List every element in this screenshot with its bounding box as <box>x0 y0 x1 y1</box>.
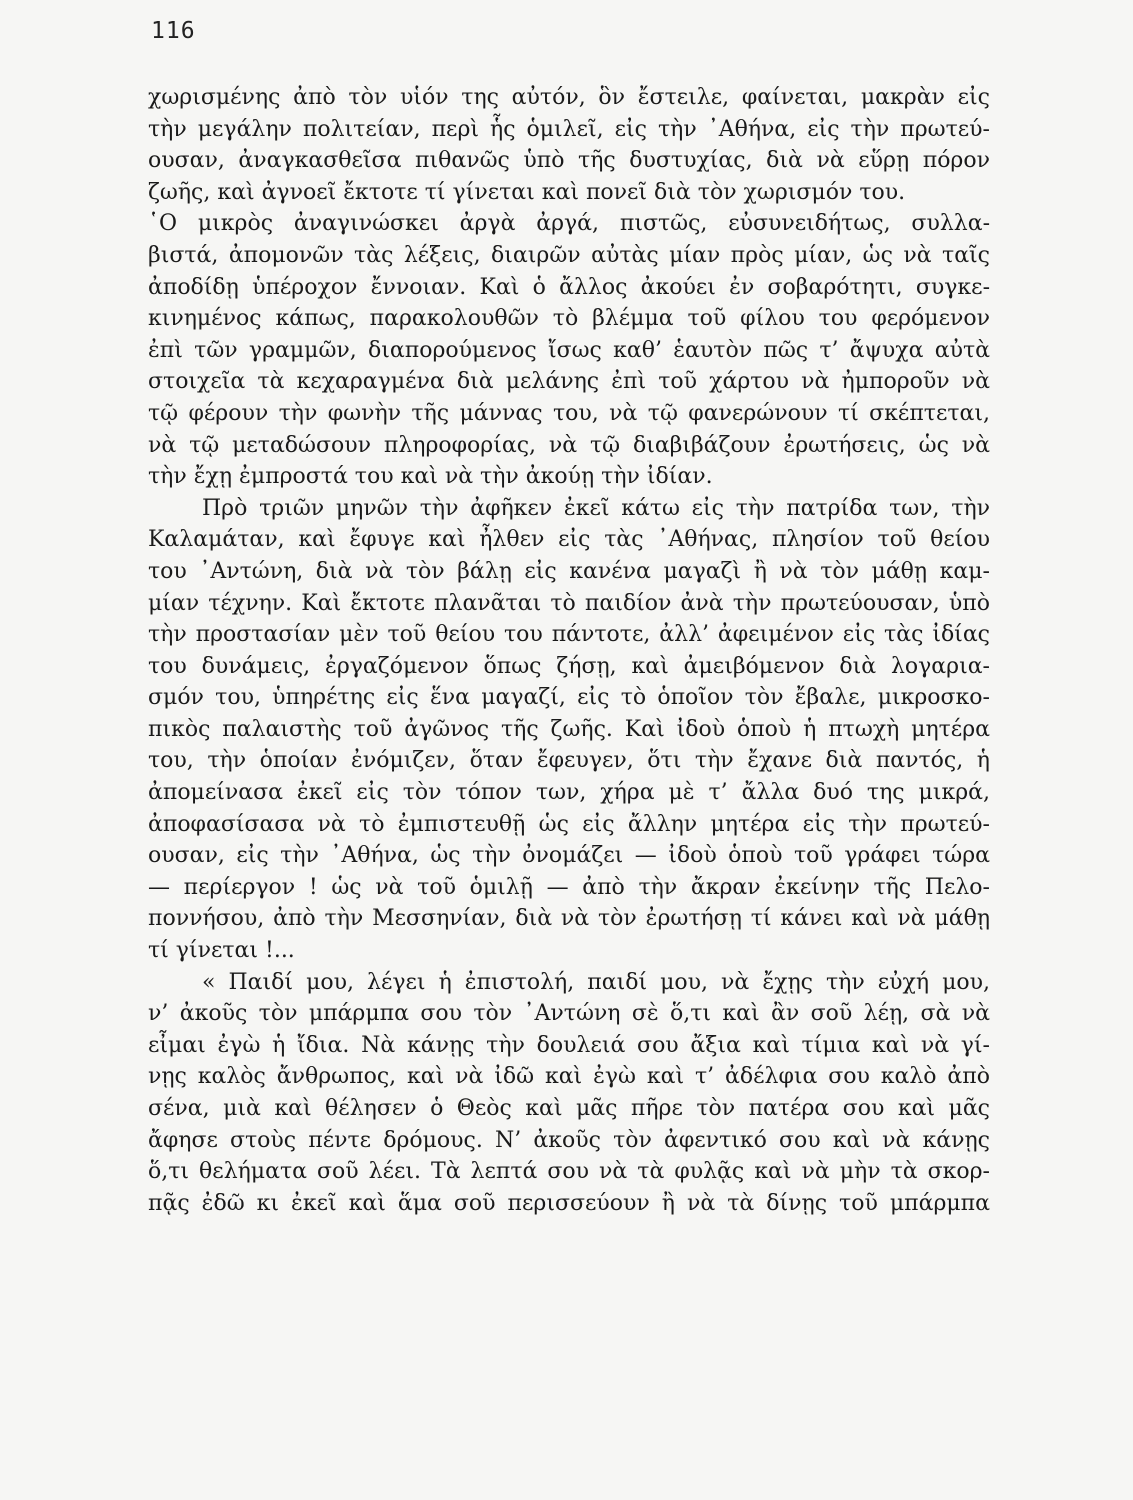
page-text-body <box>148 82 990 1219</box>
text-line: μίαν τέχνην. Καὶ ἔκτοτε πλανᾶται τὸ παιδίον ἀνὰ τὴν πρωτεύουσαν, ὑπὸ <box>148 590 990 616</box>
text-line: ουσαν, ἀναγκασθεῖσα πιθανῶς ὑπὸ τῆς δυστυχίας, διὰ νὰ εὕρῃ πόρον <box>148 148 990 174</box>
text-line: τῷ φέρουν τὴν φωνὴν τῆς μάννας του, νὰ τῷ φανερώνουν τί σκέπτεται, <box>148 400 990 426</box>
text-line: Πρὸ τριῶν μηνῶν τὴν ἀφῆκεν ἐκεῖ κάτω εἰς τὴν πατρίδα των, τὴν <box>202 495 990 521</box>
text-line: στοιχεῖα τὰ κεχαραγμένα διὰ μελάνης ἐπὶ τοῦ χάρτου νὰ ἠμποροῦν νὰ <box>148 369 990 395</box>
text-line: ἄφησε στοὺς πέντε δρόμους. Ν’ ἀκοῦς τὸν ἀφεντικό σου καὶ νὰ κάνῃς <box>148 1127 990 1153</box>
text-line: κινημένος κάπως, παρακολουθῶν τὸ βλέμμα τοῦ φίλου του φερόμενον <box>148 306 990 332</box>
text-line: χωρισμένης ἀπὸ τὸν υἱόν της αὐτόν, ὃν ἔστειλε, φαίνεται, μακρὰν εἰς <box>148 85 990 110</box>
text-line: του, τὴν ὁποίαν ἐνόμιζεν, ὅταν ἔφευγεν, ὅτι τὴν ἔχανε διὰ παντός, ἡ <box>148 748 990 774</box>
text-line: ζωῆς, καὶ ἀγνοεῖ ἔκτοτε τί γίνεται καὶ πονεῖ διὰ τὸν χωρισμόν του. <box>148 179 906 205</box>
text-line: ποννήσου, ἀπὸ τὴν Μεσσηνίαν, διὰ νὰ τὸν ἐρωτήσῃ τί κάνει καὶ νὰ μάθῃ <box>148 906 990 932</box>
page-number: 116 <box>151 18 196 44</box>
text-line: — περίεργον ! ὡς νὰ τοῦ ὁμιλῇ — ἀπὸ τὴν ἄκραν ἐκείνην τῆς Πελο- <box>148 874 990 900</box>
text-line: σμόν του, ὑπηρέτης εἰς ἕνα μαγαζί, εἰς τὸ ὁποῖον τὸν ἔβαλε, μικροσκο- <box>148 685 990 711</box>
text-line: ουσαν, εἰς τὴν ᾿Αθήνα, ὡς τὴν ὀνομάζει — ἰδοὺ ὁποὺ τοῦ γράφει τώρα <box>148 843 990 869</box>
text-line: πᾷς ἐδῶ κι ἐκεῖ καὶ ἅμα σοῦ περισσεύουν ἢ νὰ τὰ δίνῃς τοῦ μπάρμπα <box>148 1190 990 1216</box>
text-line: ὅ,τι θελήματα σοῦ λέει. Τὰ λεπτά σου νὰ τὰ φυλᾷς καὶ νὰ μὴν τὰ σκορ- <box>148 1159 990 1185</box>
text-line: νὰ τῷ μεταδώσουν πληροφορίας, νὰ τῷ διαβιβάζουν ἐρωτήσεις, ὡς νὰ <box>148 432 990 458</box>
text-line: του δυνάμεις, ἐργαζόμενον ὅπως ζήσῃ, καὶ ἀμειβόμενον διὰ λογαρια- <box>148 653 990 679</box>
text-line: τί γίνεται !... <box>148 938 295 964</box>
text-line: ῾Ο μικρὸς ἀναγινώσκει ἀργὰ ἀργά, πιστῶς, εὐσυνειδήτως, συλλα- <box>148 211 990 237</box>
text-line: ἀποφασίσασα νὰ τὸ ἐμπιστευθῇ ὡς εἰς ἄλλην μητέρα εἰς τὴν πρωτεύ- <box>148 811 990 837</box>
text-line: ἀποδίδῃ ὑπέροχον ἔννοιαν. Καὶ ὁ ἄλλος ἀκούει ἐν σοβαρότητι, συγκε- <box>148 274 990 300</box>
text-line: τὴν ἔχῃ ἐμπροστά του καὶ νὰ τὴν ἀκούῃ τὴν ἰδίαν. <box>148 464 713 490</box>
text-line: « Παιδί μου, λέγει ἡ ἐπιστολή, παιδί μου, νὰ ἔχῃς τὴν εὐχή μου, <box>202 969 990 995</box>
text-line: σένα, μιὰ καὶ θέλησεν ὁ Θεὸς καὶ μᾶς πῆρε τὸν πατέρα σου καὶ μᾶς <box>148 1096 990 1121</box>
text-line: νῃς καλὸς ἄνθρωπος, καὶ νὰ ἰδῶ καὶ ἐγὼ καὶ τ’ ἀδέλφια σου καλὸ ἀπὸ <box>148 1064 990 1090</box>
text-line: Καλαμάταν, καὶ ἔφυγε καὶ ἦλθεν εἰς τὰς ᾿Αθήνας, πλησίον τοῦ θείου <box>148 527 990 553</box>
text-line: ν’ ἀκοῦς τὸν μπάρμπα σου τὸν ᾿Αντώνη σὲ ὅ,τι καὶ ἂν σοῦ λέῃ, σὰ νὰ <box>148 1001 990 1027</box>
text-line: ἀπομείνασα ἐκεῖ εἰς τὸν τόπον των, χήρα μὲ τ’ ἄλλα δυό της μικρά, <box>148 780 990 806</box>
text-line: βιστά, ἀπομονῶν τὰς λέξεις, διαιρῶν αὐτὰς μίαν πρὸς μίαν, ὡς νὰ ταῖς <box>148 242 990 268</box>
text-line: του ᾿Αντώνη, διὰ νὰ τὸν βάλῃ εἰς κανένα μαγαζὶ ἢ νὰ τὸν μάθῃ καμ- <box>148 558 990 584</box>
text-line: πικὸς παλαιστὴς τοῦ ἀγῶνος τῆς ζωῆς. Καὶ ἰδοὺ ὁποὺ ἡ πτωχὴ μητέρα <box>148 716 990 742</box>
text-line: τὴν προστασίαν μὲν τοῦ θείου του πάντοτε, ἀλλ’ ἀφειμένον εἰς τὰς ἰδίας <box>148 622 990 648</box>
text-line: ἐπὶ τῶν γραμμῶν, διαπορούμενος ἴσως καθ’ ἑαυτὸν πῶς τ’ ἄψυχα αὐτὰ <box>148 337 990 363</box>
text-line: τὴν μεγάλην πολιτείαν, περὶ ἧς ὁμιλεῖ, εἰς τὴν ᾿Αθήνα, εἰς τὴν πρωτεύ- <box>148 116 990 142</box>
text-line: εἶμαι ἐγὼ ἡ ἴδια. Νὰ κάνῃς τὴν δουλειά σου ἄξια καὶ τίμια καὶ νὰ γί- <box>148 1032 990 1058</box>
